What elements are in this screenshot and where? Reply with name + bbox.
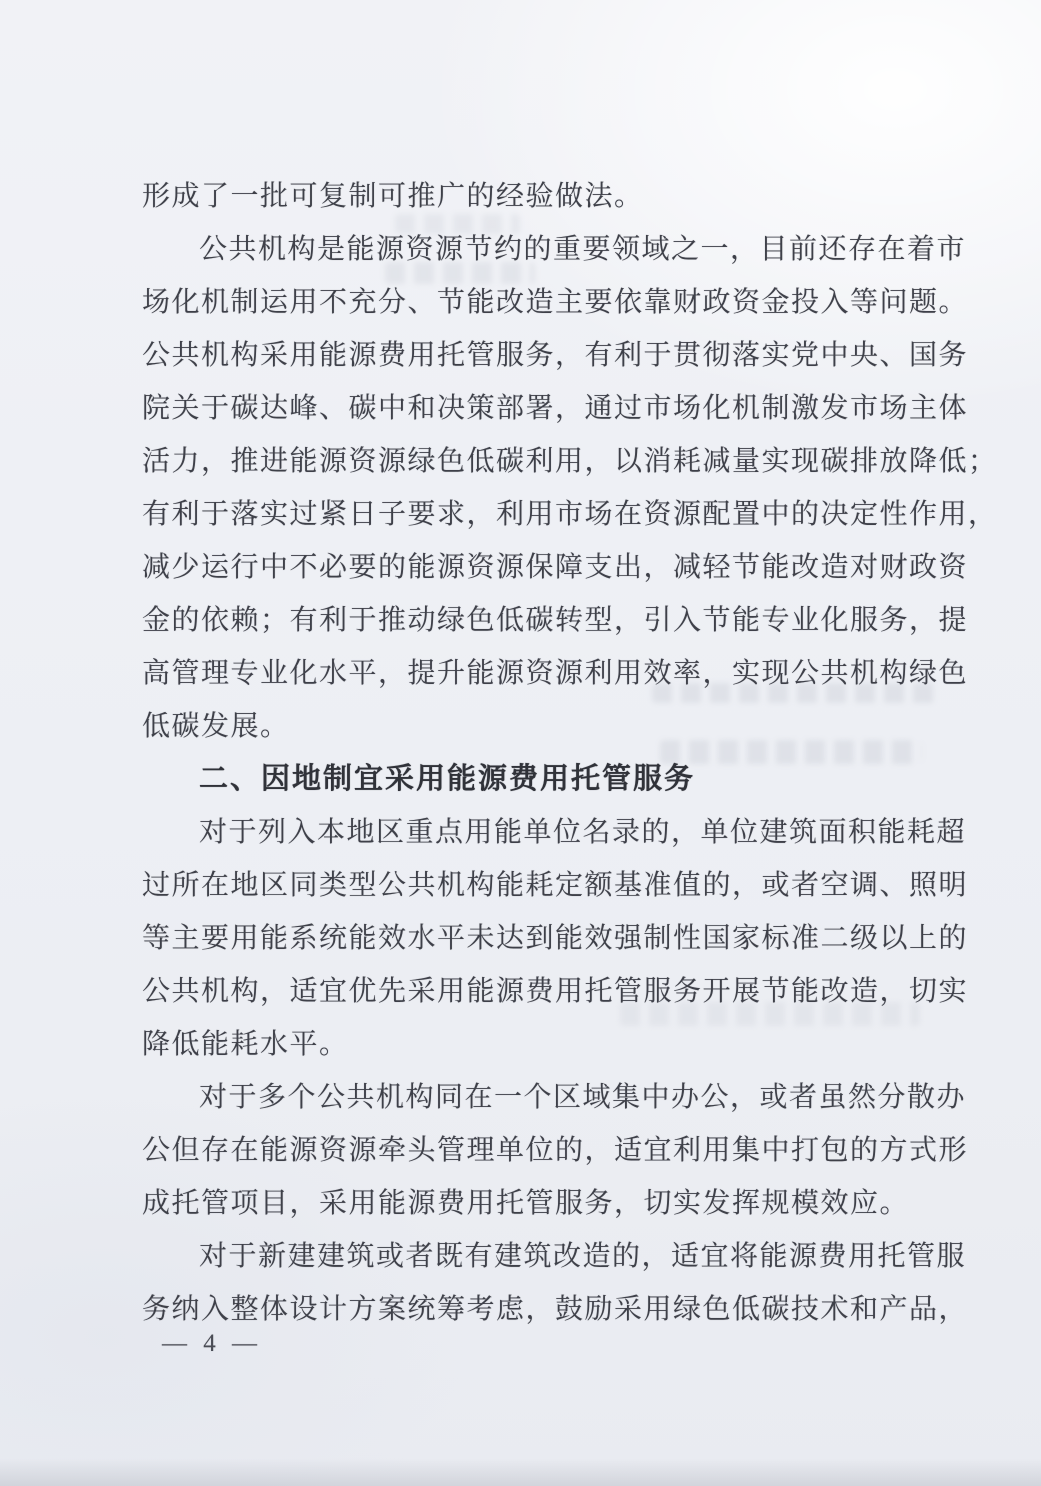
text-line: 形成了一批可复制可推广的经验做法。 — [142, 181, 644, 212]
text-line: 公共机构采用能源费用托管服务，有利于贯彻落实党中央、国务 — [142, 340, 969, 371]
text-line: 对于多个公共机构同在一个区域集中办公，或者虽然分散办 — [199, 1082, 967, 1113]
section-heading: 二、因地制宜采用能源费用托管服务 — [199, 763, 696, 795]
text-line: 成托管项目，采用能源费用托管服务，切实发挥规模效应。 — [142, 1188, 910, 1219]
text-line: 金的依赖；有利于推动绿色低碳转型，引入节能专业化服务，提 — [142, 605, 969, 636]
text-line: 高管理专业化水平，提升能源资源利用效率，实现公共机构绿色 — [142, 658, 969, 689]
text-line: 院关于碳达峰、碳中和决策部署，通过市场化机制激发市场主体 — [142, 393, 969, 424]
text-line: 活力，推进能源资源绿色低碳利用，以消耗减量实现碳排放降低； — [142, 446, 998, 477]
page-number: — 4 — — [162, 1330, 262, 1357]
text-line: 公但存在能源资源牵头管理单位的，适宜利用集中打包的方式形 — [142, 1135, 969, 1166]
text-line: 对于列入本地区重点用能单位名录的，单位建筑面积能耗超 — [199, 817, 967, 848]
text-line: 低碳发展。 — [142, 711, 290, 742]
document-body — [142, 170, 998, 1336]
text-line: 有利于落实过紧日子要求，利用市场在资源配置中的决定性作用， — [142, 499, 998, 530]
text-line: 对于新建建筑或者既有建筑改造的，适宜将能源费用托管服 — [199, 1241, 967, 1272]
text-line: 场化机制运用不充分、节能改造主要依靠财政资金投入等问题。 — [142, 287, 969, 318]
scan-shadow — [0, 1458, 1041, 1486]
text-line: 降低能耗水平。 — [142, 1029, 349, 1060]
text-line: 等主要用能系统能效水平未达到能效强制性国家标准二级以上的 — [142, 923, 969, 954]
text-line: 务纳入整体设计方案统筹考虑，鼓励采用绿色低碳技术和产品， — [142, 1294, 969, 1325]
text-line: 公共机构是能源资源节约的重要领域之一，目前还存在着市 — [199, 234, 967, 265]
text-line: 公共机构，适宜优先采用能源费用托管服务开展节能改造，切实 — [142, 976, 969, 1007]
text-line: 减少运行中不必要的能源资源保障支出，减轻节能改造对财政资 — [142, 552, 969, 583]
text-line: 过所在地区同类型公共机构能耗定额基准值的，或者空调、照明 — [142, 870, 969, 901]
